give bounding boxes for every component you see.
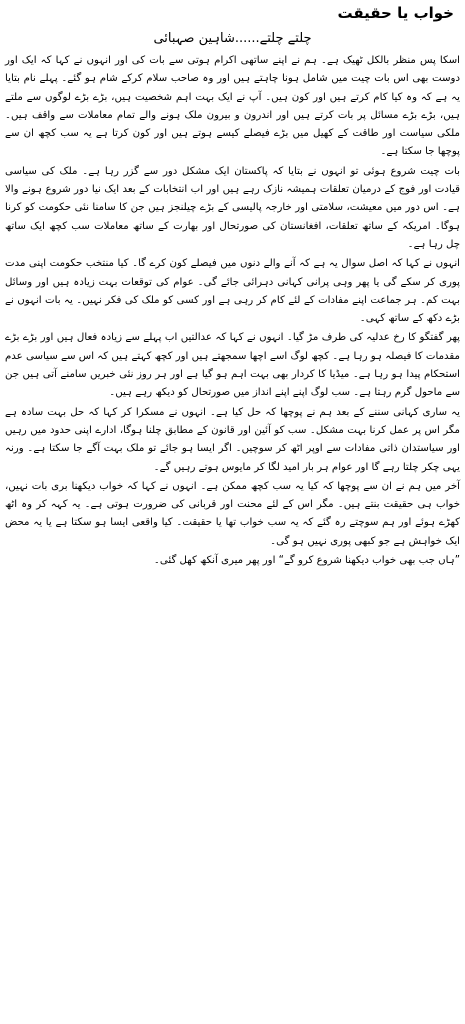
article-paragraph: آخر میں ہم نے ان سے پوچھا کہ کیا یہ سب کچھ ممکن ہے۔ انہوں نے کہا کہ خواب دیکھنا بری بات نہیں، خواب ہی حقیقت بنتے ہیں۔ مگر اس کے لئے محنت اور قربانی کی ضرورت ہوتی ہے۔ یہ کہہ کر وہ اٹھ کھڑے ہوئے اور ہم سوچتے رہ گئے کہ یہ سب خواب تھا یا حقیقت۔ کیا واقعی ایسا ہو سکتا ہے یا یہ محض ایک خواہش ہے جو کبھی پوری نہیں ہو گی۔ (5, 480, 460, 547)
article-paragraph: انہوں نے کہا کہ اصل سوال یہ ہے کہ آنے والے دنوں میں فیصلے کون کرے گا۔ کیا منتخب حکومت اپنی مدت پوری کر سکے گی یا پھر وہی پرانی کہانی دہرائی جائے گی۔ عوام کی توقعات بہت زیادہ ہیں اور وسائل بہت کم۔ ہر جماعت اپنے مفادات کے لئے کام کر رہی ہے اور کسی کو ملک کی فکر نہیں۔ یہ بات انہوں نے بڑے دکھ کے ساتھ کہی۔ (5, 258, 460, 325)
article-paragraph: اسکا پس منظر بالکل ٹھیک ہے۔ ہم نے اپنے ساتھی اکرام ہوتی سے بات کی اور انہوں نے کہا کہ ایک اور دوست بھی اس بات چیت میں شامل ہونا چاہتے ہیں اور وہ صاحب سلام کرکے شام ہو گئے۔ پہلے نام بتایا یہ ہے کہ وہ کیا کام کرتے ہیں اور کون ہیں۔ آپ نے ایک بہت اہم شخصیت ہیں، بڑے بڑے لوگوں سے ملتے ہیں، بڑے بڑے مسائل پر بات کرتے ہیں اور اندرون و بیرون ملک ہونے والے تمام معاملات سے واقف ہیں۔ ملکی سیاست اور طاقت کے کھیل میں بڑے فیصلے کیسے ہوتے ہیں اور کون کرتا ہے یہ سب کچھ ان سے پوچھا جا سکتا ہے۔ (5, 55, 460, 158)
article-body (5, 52, 460, 570)
article-paragraph: یہ ساری کہانی سننے کے بعد ہم نے پوچھا کہ حل کیا ہے۔ انہوں نے مسکرا کر کہا کہ حل بہت سادہ ہے مگر اس پر عمل کرنا بہت مشکل۔ سب کو آئین اور قانون کے مطابق چلنا ہوگا، ادارے اپنی حدود میں رہیں اور سیاستدان ذاتی مفادات سے اوپر اٹھ کر سوچیں۔ اگر ایسا ہو جائے تو ملک بہت آگے جا سکتا ہے۔ ورنہ یہی چکر چلتا رہے گا اور عوام ہر بار امید لگا کر مایوس ہوتے رہیں گے۔ (5, 406, 460, 473)
article-headline: خواب یا حقیقت (337, 4, 454, 22)
article-paragraph: پھر گفتگو کا رخ عدلیہ کی طرف مڑ گیا۔ انہوں نے کہا کہ عدالتیں اب پہلے سے زیادہ فعال ہیں اور بڑے بڑے مقدمات کا فیصلہ ہو رہا ہے۔ کچھ لوگ اسے اچھا سمجھتے ہیں اور کچھ کہتے ہیں کہ اس سے سیاسی عدم استحکام پیدا ہو رہا ہے۔ میڈیا کا کردار بھی بہت اہم ہو گیا ہے اور ہر روز نئی خبریں سامنے آتی ہیں جن سے ماحول گرم رہتا ہے۔ سب لوگ اپنے اپنے انداز میں صورتحال کو دیکھ رہے ہیں۔ (5, 332, 460, 399)
article-byline: چلتے چلتے......شاہین صہبائی (153, 31, 312, 46)
article-closing-line: ”ہاں جب بھی خواب دیکھنا شروع کرو گے“ اور پھر میری آنکھ کھل گئی۔ (153, 555, 460, 567)
article-paragraph: بات چیت شروع ہوئی تو انہوں نے بتایا کہ پاکستان ایک مشکل دور سے گزر رہا ہے۔ ملک کی سیاسی قیادت اور فوج کے درمیان تعلقات ہمیشہ نازک رہے ہیں اور اب انتخابات کے بعد ایک نیا دور شروع ہونے والا ہے۔ اس دور میں معیشت، سلامتی اور خارجہ پالیسی کے بڑے چیلنجز ہیں جن کا سامنا نئی حکومت کو کرنا ہوگا۔ امریکہ کے ساتھ تعلقات، افغانستان کی صورتحال اور بھارت کے ساتھ معاملات سب کچھ ایک ساتھ چل رہا ہے۔ (5, 165, 460, 250)
